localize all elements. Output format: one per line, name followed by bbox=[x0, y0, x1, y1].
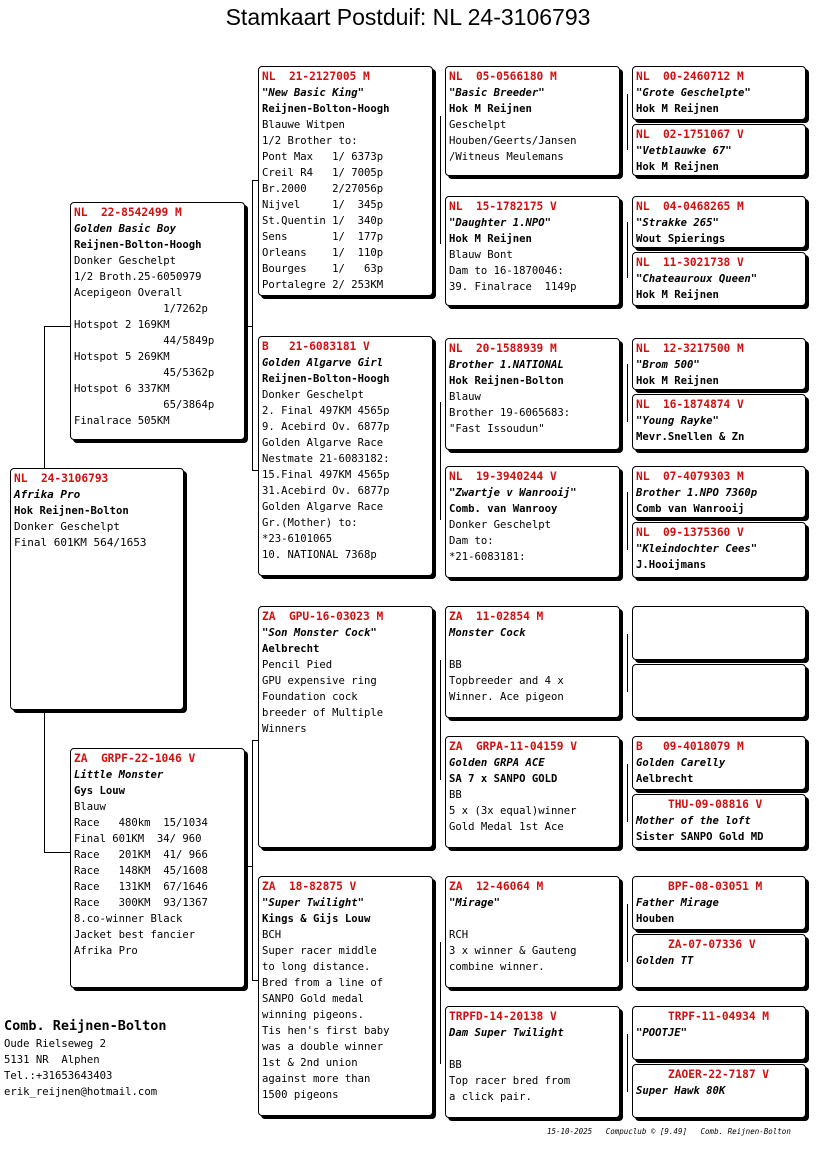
pigeon-info-line: 5 x (3x equal)winner bbox=[449, 805, 577, 817]
connector bbox=[440, 402, 441, 520]
pigeon-name: "Kleindochter Cees" bbox=[636, 543, 758, 555]
pigeon-owner: Hok M Reijnen bbox=[636, 161, 719, 173]
pigeon-info-line: St.Quentin 1/ 340p bbox=[262, 215, 384, 227]
pigeon-info-line: breeder of Multiple bbox=[262, 707, 384, 719]
pigeon-owner: Reijnen-Bolton-Hoogh bbox=[262, 103, 390, 115]
pigeon-info-line: Dam to: bbox=[449, 535, 494, 547]
pigeon-name: Golden Carelly bbox=[636, 757, 726, 769]
ring-number: ZA 12-46064 M bbox=[449, 880, 544, 893]
pigeon-card-g16[interactable] bbox=[632, 1064, 806, 1118]
pigeon-owner: Reijnen-Bolton-Hoogh bbox=[74, 239, 202, 251]
pigeon-info-line: Nijvel 1/ 345p bbox=[262, 199, 384, 211]
ring-number: NL 07-4079303 M bbox=[636, 470, 744, 483]
pigeon-card-g6[interactable] bbox=[632, 394, 806, 450]
pigeon-info-line: Tis hen's first baby bbox=[262, 1025, 390, 1037]
breeder-phone: Tel.:+31653643403 bbox=[4, 1070, 113, 1082]
pigeon-owner: Comb. van Wanrooy bbox=[449, 503, 558, 515]
connector bbox=[245, 866, 253, 867]
ring-number: ZA-07-07336 V bbox=[668, 938, 756, 951]
connector bbox=[252, 740, 253, 980]
ring-number: NL 00-2460712 M bbox=[636, 70, 744, 83]
pigeon-info-line: RCH bbox=[449, 929, 469, 941]
pigeon-info-line: 10. NATIONAL 7368p bbox=[262, 549, 377, 561]
pigeon-owner: Hok Reijnen-Bolton bbox=[449, 375, 564, 387]
pigeon-name: "Grote Geschelpte" bbox=[636, 87, 751, 99]
pigeon-info-line: Blauw Bont bbox=[449, 249, 513, 261]
ring-number: NL 11-3021738 V bbox=[636, 256, 744, 269]
pigeon-card-g8[interactable] bbox=[632, 522, 806, 578]
ring-number: NL 24-3106793 bbox=[14, 472, 109, 485]
pigeon-owner: Hok M Reijnen bbox=[636, 289, 719, 301]
ring-number: TRPFD-14-20138 V bbox=[449, 1010, 557, 1023]
pigeon-info-line: Geschelpt bbox=[449, 119, 507, 131]
pigeon-info-line: Hotspot 6 337KM bbox=[74, 383, 170, 395]
pigeon-owner: Kings & Gijs Louw bbox=[262, 913, 371, 925]
connector bbox=[627, 94, 628, 150]
pigeon-info-line: Bred from a line of bbox=[262, 977, 384, 989]
ring-number: NL 16-1874874 V bbox=[636, 398, 744, 411]
connector bbox=[627, 634, 628, 692]
footer-owner: Comb. Reijnen-Bolton bbox=[700, 1127, 791, 1136]
connector bbox=[627, 364, 628, 422]
pigeon-info-line: Gold Medal 1st Ace bbox=[449, 821, 564, 833]
pigeon-card-ds[interactable] bbox=[258, 606, 433, 848]
connector bbox=[44, 326, 70, 327]
connector bbox=[44, 326, 45, 468]
pigeon-info-line: "Fast Issoudun" bbox=[449, 423, 545, 435]
page-footer bbox=[547, 1127, 791, 1136]
ring-number: NL 12-3217500 M bbox=[636, 342, 744, 355]
page-title: Stamkaart Postduif: NL 24-3106793 bbox=[225, 4, 591, 30]
pigeon-info-line: SANPO Gold medal bbox=[262, 993, 365, 1005]
pigeon-owner: Sister SANPO Gold MD bbox=[636, 831, 764, 843]
pigeon-card-g10[interactable] bbox=[632, 664, 806, 718]
pigeon-info-line: BCH bbox=[262, 929, 282, 941]
pigeon-info-line: GPU expensive ring bbox=[262, 675, 377, 687]
pigeon-info-line: Brother 19-6065683: bbox=[449, 407, 571, 419]
pigeon-info-line: BB bbox=[449, 1059, 462, 1071]
pigeon-name: Mother of the loft bbox=[636, 815, 751, 827]
ring-number: BPF-08-03051 M bbox=[668, 880, 763, 893]
pigeon-info-line: Donker Geschelpt bbox=[14, 520, 120, 533]
pigeon-name: "POOTJE" bbox=[636, 1027, 688, 1039]
pigeon-card-sd[interactable] bbox=[258, 336, 433, 576]
connector bbox=[627, 1034, 628, 1092]
pigeon-card-g12[interactable] bbox=[632, 794, 806, 848]
pigeon-info-line: BB bbox=[449, 789, 462, 801]
ring-number: NL 09-1375360 V bbox=[636, 526, 744, 539]
pigeon-name: Afrika Pro bbox=[14, 488, 81, 501]
pigeon-info-line: Pont Max 1/ 6373p bbox=[262, 151, 384, 163]
pigeon-info-line: 2. Final 497KM 4565p bbox=[262, 405, 390, 417]
pigeon-info-line bbox=[449, 911, 616, 927]
breeder-email: erik_reijnen@hotmail.com bbox=[4, 1086, 158, 1098]
connector bbox=[44, 710, 45, 852]
pigeon-name: "Brom 500" bbox=[636, 359, 700, 371]
pigeon-info-line: 39. Finalrace 1149p bbox=[449, 281, 577, 293]
pigeon-info-line: *21-6083181: bbox=[449, 551, 526, 563]
pigeon-owner: Mevr.Snellen & Zn bbox=[636, 431, 745, 443]
pigeon-info-line: Top racer bred from bbox=[449, 1075, 571, 1087]
pigeon-info-line: Afrika Pro bbox=[74, 945, 138, 957]
pigeon-card-sds[interactable] bbox=[445, 338, 620, 450]
pigeon-name: Golden GRPA ACE bbox=[449, 757, 545, 769]
pigeon-info-line: 1500 pigeons bbox=[262, 1089, 339, 1101]
pigeon-info-line: 45/5362p bbox=[74, 367, 215, 379]
pigeon-info-line: Br.2000 2/27056p bbox=[262, 183, 384, 195]
ring-number: THU-09-08816 V bbox=[668, 798, 763, 811]
pigeon-card-g5[interactable] bbox=[632, 338, 806, 390]
pigeon-info-line: 31.Acebird Ov. 6877p bbox=[262, 485, 390, 497]
ring-number: ZA GRPA-11-04159 V bbox=[449, 740, 577, 753]
breeder-name: Comb. Reijnen-Bolton bbox=[4, 1018, 167, 1034]
pigeon-info-line: Race 201KM 41/ 966 bbox=[74, 849, 208, 861]
pigeon-info-line: Hotspot 5 269KM bbox=[74, 351, 170, 363]
pigeon-name: Golden Algarve Girl bbox=[262, 357, 384, 369]
pigeon-owner: Aelbrecht bbox=[262, 643, 320, 655]
pigeon-owner: J.Hooijmans bbox=[636, 559, 707, 571]
pigeon-info-line: Gr.(Mother) to: bbox=[262, 517, 358, 529]
pigeon-card-ssd[interactable] bbox=[445, 196, 620, 306]
pigeon-card-g11[interactable] bbox=[632, 736, 806, 790]
pigeon-info-line: winning pigeons. bbox=[262, 1009, 365, 1021]
pigeon-owner: Aelbrecht bbox=[636, 773, 694, 785]
pigeon-info-line: Dam to 16-1870046: bbox=[449, 265, 564, 277]
pigeon-name: "Young Rayke" bbox=[636, 415, 719, 427]
pigeon-name: "Super Twilight" bbox=[262, 897, 365, 909]
connector bbox=[44, 852, 70, 853]
pigeon-info-line: 3 x winner & Gauteng bbox=[449, 945, 577, 957]
ring-number: TRPF-11-04934 M bbox=[668, 1010, 770, 1023]
pigeon-card-g7[interactable] bbox=[632, 466, 806, 518]
connector bbox=[627, 222, 628, 278]
pigeon-info-line: 1/7262p bbox=[74, 303, 208, 315]
connector bbox=[440, 660, 441, 780]
pigeon-card-g9[interactable] bbox=[632, 606, 806, 660]
pigeon-owner: Houben bbox=[636, 913, 675, 925]
pigeon-name: Dam Super Twilight bbox=[449, 1027, 564, 1039]
connector bbox=[440, 942, 441, 1064]
pigeon-info-line: Finalrace 505KM bbox=[74, 415, 170, 427]
ring-number: ZA GPU-16-03023 M bbox=[262, 610, 384, 623]
ring-number: ZA 18-82875 V bbox=[262, 880, 357, 893]
pigeon-info-line: Winner. Ace pigeon bbox=[449, 691, 564, 703]
pigeon-name: "Zwartje v Wanrooij" bbox=[449, 487, 577, 499]
pigeon-info-line: 65/3864p bbox=[74, 399, 215, 411]
pigeon-name: "New Basic King" bbox=[262, 87, 365, 99]
pigeon-card-dsd[interactable] bbox=[445, 736, 620, 848]
pigeon-card-ss[interactable] bbox=[258, 66, 433, 296]
breeder-address: Oude Rielseweg 2 bbox=[4, 1038, 107, 1050]
pigeon-card-g2[interactable] bbox=[632, 124, 806, 176]
ring-number: B 09-4018079 M bbox=[636, 740, 744, 753]
pigeon-name: "Basic Breeder" bbox=[449, 87, 545, 99]
pigeon-name: "Strakke 265" bbox=[636, 217, 719, 229]
pigeon-info-line: Foundation cock bbox=[262, 691, 358, 703]
pigeon-info-line: 8.co-winner Black bbox=[74, 913, 183, 925]
pigeon-owner: Comb van Wanrooij bbox=[636, 503, 745, 515]
pigeon-name: "Mirage" bbox=[449, 897, 501, 909]
pigeon-info-line: Blauw bbox=[74, 801, 106, 813]
pigeon-info-line: 44/5849p bbox=[74, 335, 215, 347]
pigeon-info-line: Blauw bbox=[449, 391, 481, 403]
pigeon-info-line: was a double winner bbox=[262, 1041, 384, 1053]
pigeon-info-line: 9. Acebird Ov. 6877p bbox=[262, 421, 390, 433]
pigeon-info-line: to long distance. bbox=[262, 961, 371, 973]
pigeon-info-line: Jacket best fancier bbox=[74, 929, 196, 941]
ring-number: ZAOER-22-7187 V bbox=[668, 1068, 770, 1081]
pigeon-card-root[interactable] bbox=[10, 468, 184, 710]
pigeon-card-dam[interactable] bbox=[70, 748, 245, 988]
pigeon-card-g14[interactable] bbox=[632, 934, 806, 988]
pigeon-info-line: a click pair. bbox=[449, 1091, 532, 1103]
pigeon-info-line: /Witneus Meulemans bbox=[449, 151, 564, 163]
pigeon-card-g15[interactable] bbox=[632, 1006, 806, 1060]
pigeon-info-line: Creil R4 1/ 7005p bbox=[262, 167, 384, 179]
pigeon-name: Golden TT bbox=[636, 955, 694, 967]
pigeon-info-line bbox=[449, 1041, 616, 1057]
pigeon-owner: Hok Reijnen-Bolton bbox=[14, 505, 129, 517]
pigeon-info-line: Donker Geschelpt bbox=[449, 519, 552, 531]
pigeon-info-line: 1st & 2nd union bbox=[262, 1057, 358, 1069]
connector bbox=[245, 326, 253, 327]
pigeon-owner: SA 7 x SANPO GOLD bbox=[449, 773, 558, 785]
pigeon-info-line: Topbreeder and 4 x bbox=[449, 675, 564, 687]
pigeon-name: Father Mirage bbox=[636, 897, 719, 909]
pigeon-card-g4[interactable] bbox=[632, 252, 806, 306]
pigeon-info-line: 15.Final 497KM 4565p bbox=[262, 469, 390, 481]
pigeon-info-line: Houben/Geerts/Jansen bbox=[449, 135, 577, 147]
ring-number: NL 19-3940244 V bbox=[449, 470, 557, 483]
pigeon-info-line: Donker Geschelpt bbox=[74, 255, 177, 267]
pigeon-card-dd[interactable] bbox=[258, 876, 433, 1116]
pigeon-owner: Hok M Reijnen bbox=[449, 103, 532, 115]
pigeon-info-line: Hotspot 2 169KM bbox=[74, 319, 170, 331]
pigeon-info-line: Orleans 1/ 110p bbox=[262, 247, 384, 259]
pigeon-info-line: Portalegre 2/ 253KM bbox=[262, 279, 384, 291]
pigeon-name: "Chateauroux Queen" bbox=[636, 273, 758, 285]
pigeon-card-g13[interactable] bbox=[632, 876, 806, 930]
pigeon-name: "Vetblauwke 67" bbox=[636, 145, 732, 157]
breeder-contact bbox=[4, 1018, 167, 1100]
pigeon-info-line: Race 148KM 45/1608 bbox=[74, 865, 208, 877]
breeder-city: 5131 NR Alphen bbox=[4, 1054, 100, 1066]
pigeon-name: Brother 1.NPO 7360p bbox=[636, 487, 758, 499]
pigeon-info-line: Golden Algarve Race bbox=[262, 501, 384, 513]
pigeon-owner: Gys Louw bbox=[74, 785, 126, 797]
pigeon-owner: Reijnen-Bolton-Hoogh bbox=[262, 373, 390, 385]
footer-date: 15-10-2025 bbox=[547, 1127, 593, 1136]
pigeon-info-line: Nestmate 21-6083182: bbox=[262, 453, 390, 465]
connector bbox=[627, 764, 628, 822]
pigeon-info-line: Acepigeon Overall bbox=[74, 287, 183, 299]
ring-number: NL 02-1751067 V bbox=[636, 128, 744, 141]
pigeon-card-sss[interactable] bbox=[445, 66, 620, 176]
ring-number: NL 22-8542499 M bbox=[74, 206, 182, 219]
pigeon-info-line: Donker Geschelpt bbox=[262, 389, 365, 401]
pigeon-info-line: against more than bbox=[262, 1073, 371, 1085]
pigeon-name: Super Hawk 80K bbox=[636, 1085, 726, 1097]
pigeon-info-line: Final 601KM 34/ 960 bbox=[74, 833, 202, 845]
pigeon-owner: Hok M Reijnen bbox=[449, 233, 532, 245]
pigeon-info-line: *23-6101065 bbox=[262, 533, 333, 545]
pigeon-owner: Hok M Reijnen bbox=[636, 103, 719, 115]
pigeon-info-line: Super racer middle bbox=[262, 945, 377, 957]
pigeon-card-dds[interactable] bbox=[445, 876, 620, 988]
pigeon-name: Golden Basic Boy bbox=[74, 223, 177, 235]
pigeon-info-line: combine winner. bbox=[449, 961, 545, 973]
ring-number: NL 20-1588939 M bbox=[449, 342, 557, 355]
pigeon-info-line: Sens 1/ 177p bbox=[262, 231, 384, 243]
pigeon-name: Monster Cock bbox=[449, 627, 526, 639]
pigeon-info-line: Bourges 1/ 63p bbox=[262, 263, 384, 275]
ring-number: ZA GRPF-22-1046 V bbox=[74, 752, 196, 765]
ring-number: ZA 11-02854 M bbox=[449, 610, 544, 623]
pigeon-card-g3[interactable] bbox=[632, 196, 806, 248]
pigeon-card-ddd[interactable] bbox=[445, 1006, 620, 1118]
pigeon-card-sdd[interactable] bbox=[445, 466, 620, 578]
ring-number: NL 21-2127005 M bbox=[262, 70, 370, 83]
pigeon-info-line: Pencil Pied bbox=[262, 659, 333, 671]
pigeon-name: Little Monster bbox=[74, 769, 164, 781]
pigeon-info-line: Golden Algarve Race bbox=[262, 437, 384, 449]
connector bbox=[252, 180, 253, 470]
connector bbox=[440, 116, 441, 244]
pigeon-info-line: Winners bbox=[262, 723, 307, 735]
pigeon-info-line: Final 601KM 564/1653 bbox=[14, 536, 147, 549]
pigeon-info-line: Race 131KM 67/1646 bbox=[74, 881, 208, 893]
ring-number: NL 04-0468265 M bbox=[636, 200, 744, 213]
ring-number: B 21-6083181 V bbox=[262, 340, 370, 353]
pigeon-info-line bbox=[449, 641, 616, 657]
pigeon-owner: Hok M Reijnen bbox=[636, 375, 719, 387]
pigeon-owner: Wout Spierings bbox=[636, 233, 726, 245]
connector bbox=[627, 904, 628, 962]
pigeon-card-dss[interactable] bbox=[445, 606, 620, 718]
pigeon-name: "Son Monster Cock" bbox=[262, 627, 377, 639]
ring-number: NL 05-0566180 M bbox=[449, 70, 557, 83]
pigeon-info-line: Blauwe Witpen bbox=[262, 119, 345, 131]
pigeon-name: Brother 1.NATIONAL bbox=[449, 359, 564, 371]
pigeon-name: "Daughter 1.NPO" bbox=[449, 217, 552, 229]
footer-software: Compuclub © [9.49] bbox=[605, 1127, 687, 1136]
connector bbox=[627, 492, 628, 550]
pigeon-info-line: 1/2 Broth.25-6050979 bbox=[74, 271, 202, 283]
ring-number: NL 15-1782175 V bbox=[449, 200, 557, 213]
pigeon-info-line: 1/2 Brother to: bbox=[262, 135, 358, 147]
pigeon-card-sire[interactable] bbox=[70, 202, 245, 440]
pigeon-info-line: Race 480km 15/1034 bbox=[74, 817, 208, 829]
pigeon-info-line: BB bbox=[449, 659, 462, 671]
pigeon-card-g1[interactable] bbox=[632, 66, 806, 120]
pigeon-info-line: Race 300KM 93/1367 bbox=[74, 897, 208, 909]
